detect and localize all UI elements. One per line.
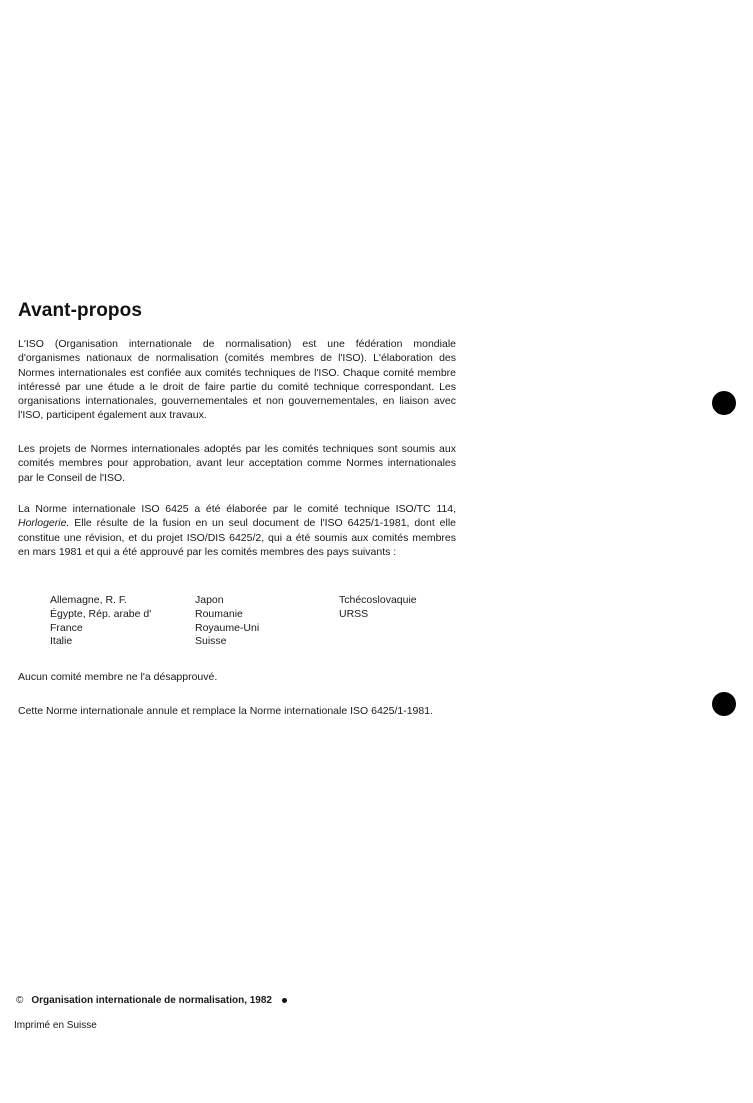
bullet-dot-icon bbox=[282, 998, 287, 1003]
countries-column-3 bbox=[339, 594, 417, 622]
country-item: Tchécoslovaquie bbox=[339, 594, 417, 606]
countries-column-1 bbox=[50, 594, 151, 649]
paragraph-standard-origin bbox=[18, 502, 456, 559]
country-item: Japon bbox=[195, 594, 224, 606]
paragraph-draft-approval: Les projets de Normes internationales adoptés par les comités techniques sont soumis aux comités membres pour approbation, avant leur acceptation comme Normes internationales par le Conseil de l'ISO. bbox=[18, 443, 456, 484]
country-item: Roumanie bbox=[195, 607, 243, 620]
country-item: Allemagne, R. F. bbox=[50, 594, 128, 606]
paragraph-supersedes: Cette Norme internationale annule et remplace la Norme internationale ISO 6425/1-1981. bbox=[18, 705, 433, 717]
copyright-symbol: © bbox=[16, 995, 24, 1006]
paragraph-iso-description: L'ISO (Organisation internationale de normalisation) est une fédération mondiale d'organismes nationaux de normalisation (comités membres de l'ISO). L'élaboration des Normes internationales est confiée aux comités techniques de l'ISO. Chaque comité membre intéressé par une étude a le droit de faire partie du comité technique correspondant. Les organisations internationales, gouvernementales et non gouvernementales, en liaison avec l'ISO, participent également aux travaux. bbox=[18, 338, 456, 422]
page-title: Avant-propos bbox=[18, 300, 142, 321]
country-item: Suisse bbox=[195, 635, 227, 648]
committee-name-italic: Horlogerie. bbox=[18, 517, 70, 530]
printed-in-notice: Imprimé en Suisse bbox=[14, 1020, 97, 1031]
country-item: France bbox=[50, 621, 83, 634]
countries-column-2 bbox=[195, 594, 259, 649]
paragraph-no-disapproval: Aucun comité membre ne l'a désapprouvé. bbox=[18, 671, 218, 683]
country-item: Égypte, Rép. arabe d' bbox=[50, 607, 152, 620]
approving-countries-list bbox=[50, 594, 470, 654]
punch-hole-mark bbox=[712, 391, 736, 415]
copyright-notice bbox=[16, 995, 287, 1006]
paragraph-standard-origin-text-2: Elle résulte de la fusion en un seul document de l'ISO 6425/1-1981, dont elle constitue une révision, et du projet ISO/DIS 6425/2, qui a été soumis aux comités membres en mars 1981 et qui a été approuvé par les comités membres des pays suivants : bbox=[18, 517, 456, 558]
country-item: Royaume-Uni bbox=[195, 621, 260, 634]
punch-hole-mark bbox=[712, 692, 736, 716]
country-item: Italie bbox=[50, 635, 73, 648]
paragraph-standard-origin-text-1: La Norme internationale ISO 6425 a été élaborée par le comité technique ISO/TC 114, bbox=[18, 503, 456, 515]
country-item: URSS bbox=[339, 607, 369, 620]
copyright-organisation: Organisation internationale de normalisation, 1982 bbox=[31, 995, 272, 1006]
